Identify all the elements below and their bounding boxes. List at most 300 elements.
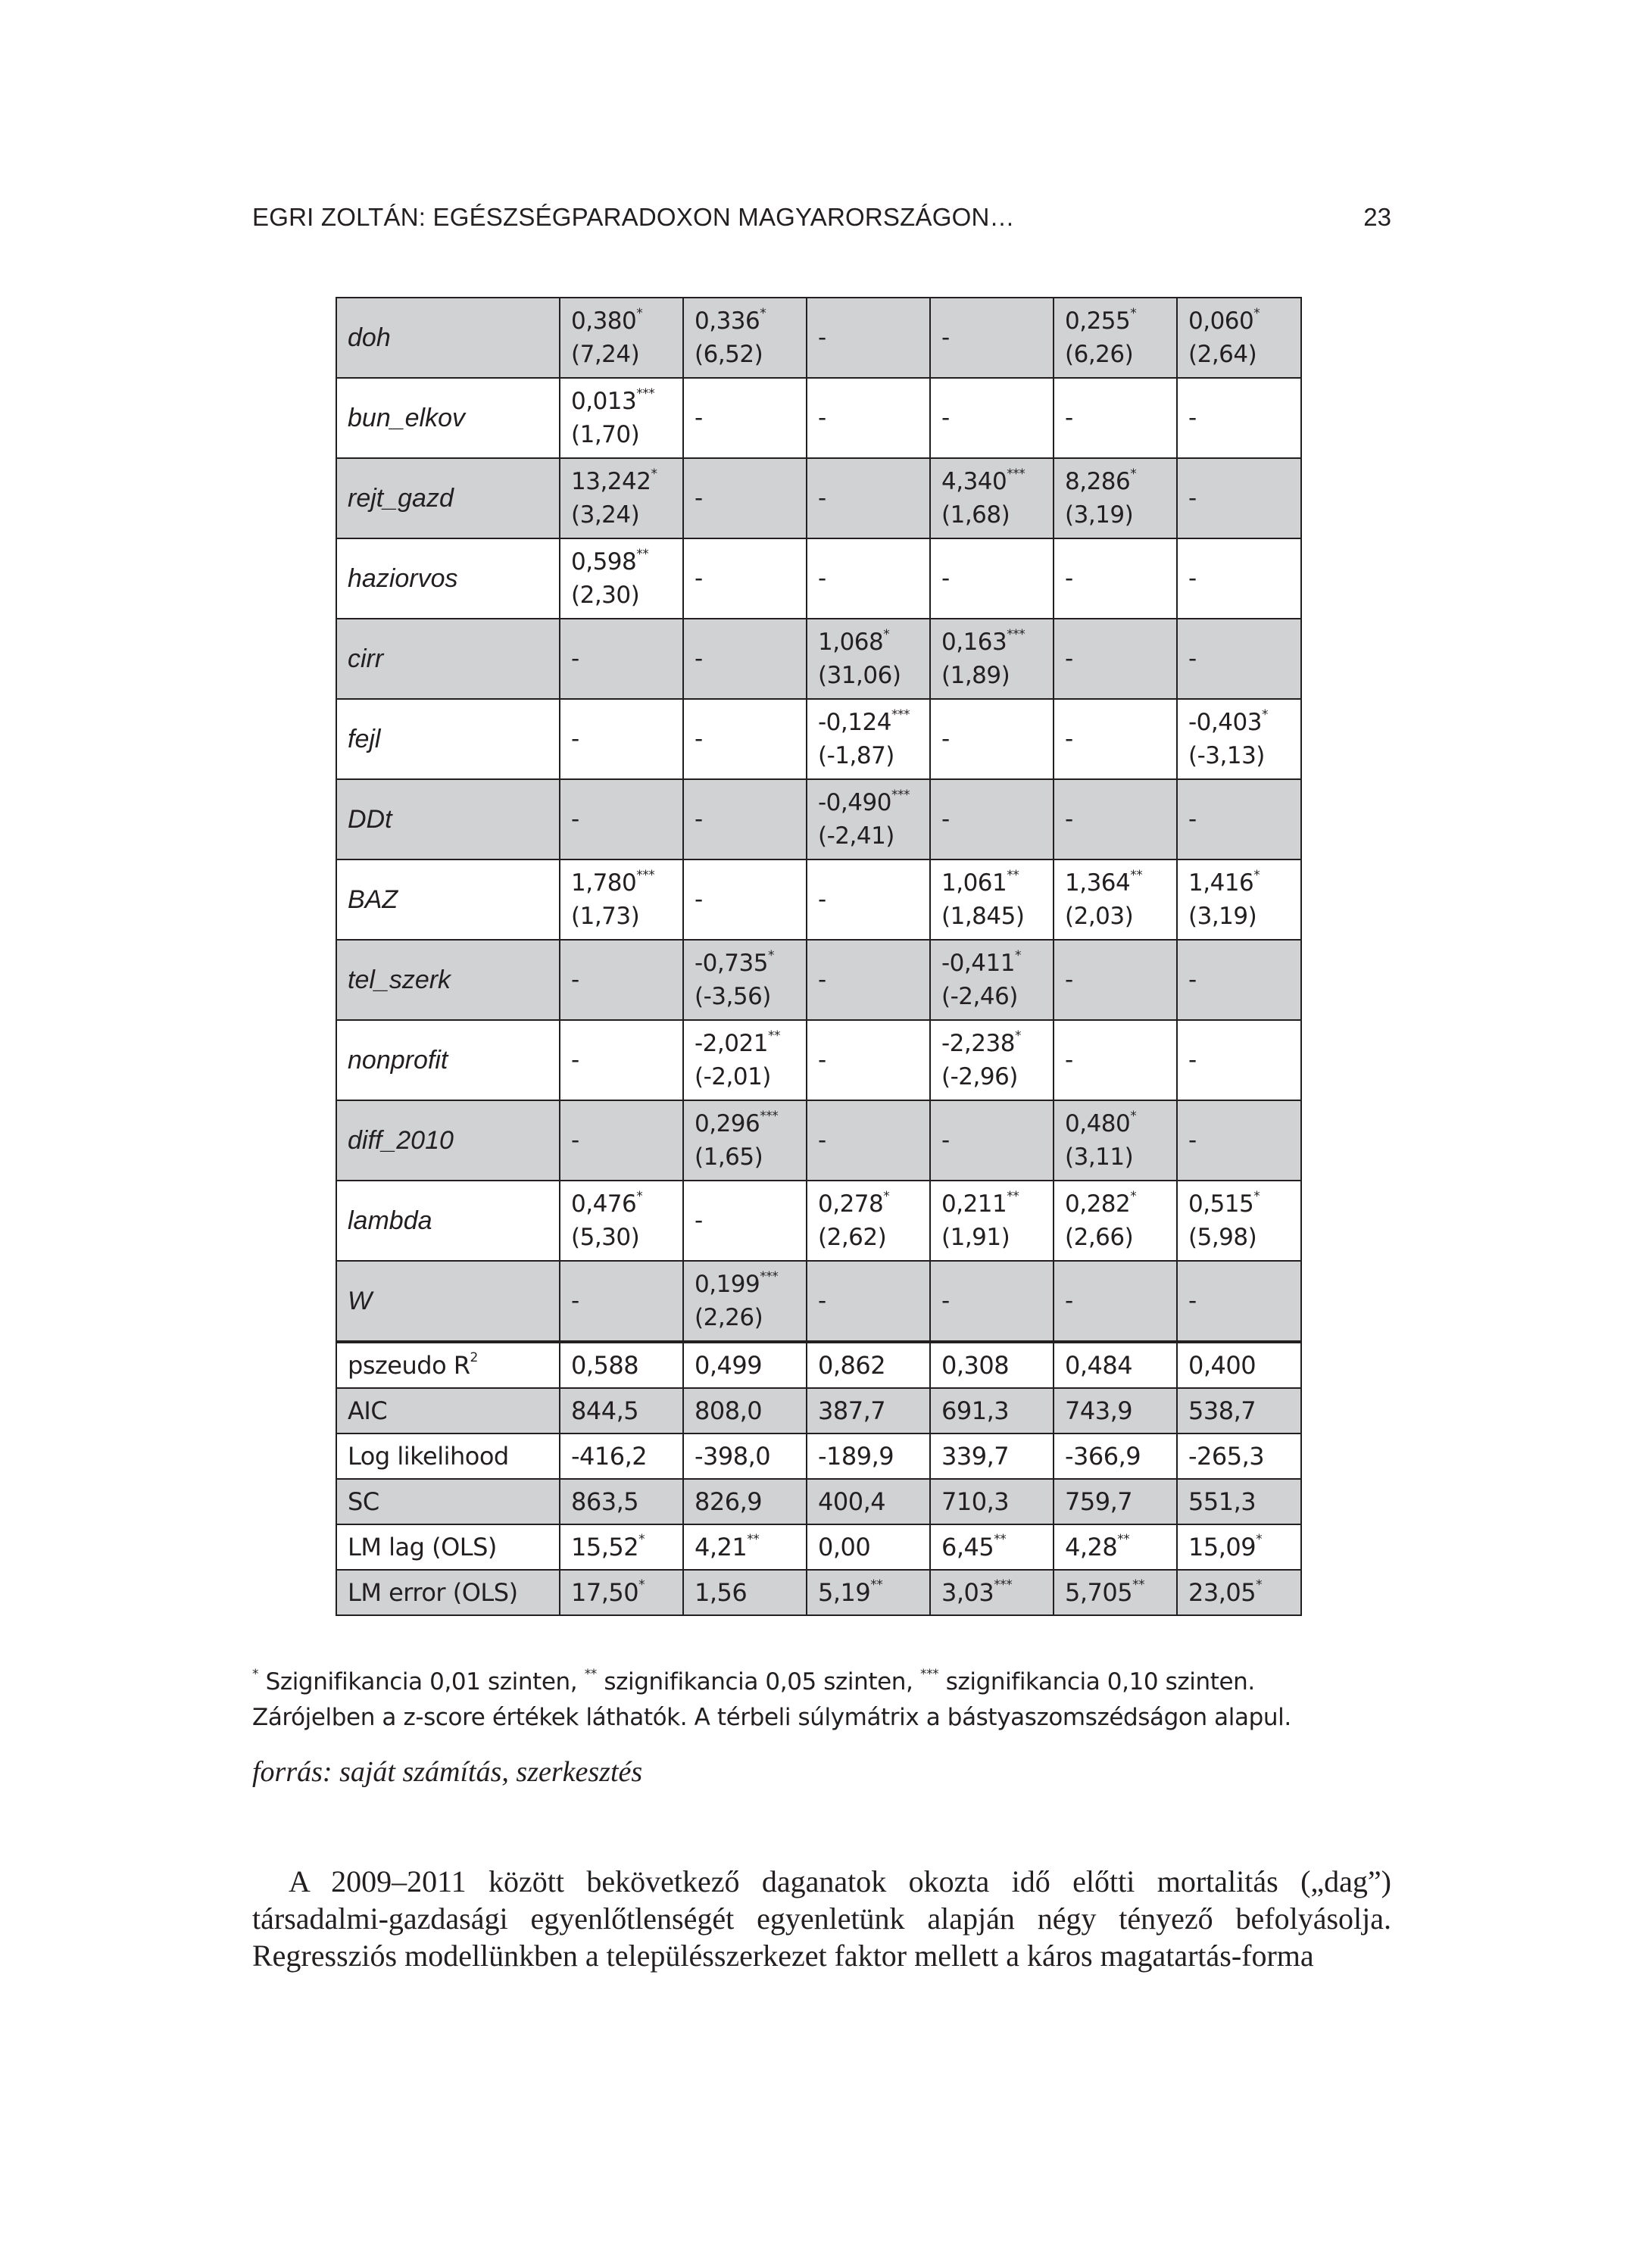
coef-number: 0,278 (818, 1190, 884, 1218)
significance-marker: ** (870, 1577, 883, 1593)
coefficient-cell (807, 1020, 930, 1100)
statistic-value: -416,2 (571, 1442, 648, 1471)
coef-number: 0,199 (695, 1271, 760, 1298)
statistic-cell (807, 1479, 930, 1524)
coefficient-cell (560, 699, 683, 779)
statistic-cell (807, 1524, 930, 1570)
coef-number: - (1065, 1047, 1073, 1074)
coef-number: 1,061 (941, 869, 1007, 897)
coef-number: - (818, 404, 826, 432)
statistic-cell (807, 1433, 930, 1479)
coefficient-value (571, 304, 682, 338)
coefficient-value (1188, 1044, 1300, 1077)
significance-marker: * (1130, 466, 1137, 482)
source-line: forrás: saját számítás, szerkesztés (252, 1756, 643, 1788)
statistic-label-text: AIC (348, 1396, 388, 1425)
coef-number: 8,286 (1065, 468, 1131, 495)
z-score-value: (2,64) (1188, 341, 1257, 368)
statistic-label-text: pszeudo R (348, 1351, 470, 1380)
coef-number: 0,163 (941, 629, 1007, 656)
coefficient-value (695, 947, 806, 980)
statistic-label (336, 1433, 560, 1479)
z-score-value: (1,89) (941, 662, 1010, 689)
statistic-value: 0,308 (941, 1351, 1010, 1380)
statistic-cell (930, 1479, 1054, 1524)
coefficient-cell (683, 1261, 807, 1342)
coef-number: - (818, 485, 826, 512)
z-score-value: (-1,87) (818, 742, 894, 769)
significance-marker: *** (891, 787, 910, 803)
coefficient-cell (683, 458, 807, 538)
z-score-value: (3,19) (1188, 903, 1257, 930)
statistic-value: 844,5 (571, 1396, 639, 1425)
significance-note (252, 1664, 1388, 1700)
statistic-cell (560, 1479, 683, 1524)
coef-number: - (1188, 404, 1197, 432)
coef-number: - (695, 404, 703, 432)
coef-number: 0,255 (1065, 307, 1131, 335)
z-score-value: (1,70) (571, 421, 640, 448)
significance-marker: ** (747, 1532, 760, 1548)
coefficient-cell (807, 699, 930, 779)
statistic-value: 0,499 (695, 1351, 763, 1380)
statistic-cell (1177, 1342, 1301, 1388)
coefficient-cell (930, 779, 1054, 859)
coef-number: - (1065, 565, 1073, 592)
coef-number: 0,060 (1188, 307, 1254, 335)
coefficient-value (1065, 465, 1176, 498)
z-score-value: (2,62) (818, 1224, 887, 1251)
coef-number: -2,238 (941, 1030, 1015, 1057)
z-score-value: (1,68) (941, 501, 1010, 529)
coef-number: -0,490 (818, 789, 891, 816)
coef-number: 0,380 (571, 307, 637, 335)
statistic-cell (1054, 1524, 1177, 1570)
coefficient-cell (807, 1181, 930, 1261)
statistic-cell (683, 1342, 807, 1388)
statistic-label-text: Log likelihood (348, 1442, 509, 1471)
table-notes (252, 1664, 1388, 1736)
table-row (336, 1020, 1301, 1100)
coefficient-value (941, 1187, 1053, 1221)
statistic-value: 710,3 (941, 1487, 1010, 1516)
variable-name: diff_2010 (336, 1100, 560, 1181)
coefficient-value (818, 883, 929, 916)
coefficient-value (1188, 482, 1300, 515)
coef-number: 0,282 (1065, 1190, 1131, 1218)
z-score-value: (1,845) (941, 903, 1025, 930)
coef-number: - (571, 1127, 579, 1154)
statistic-cell (1054, 1433, 1177, 1479)
z-score-value: (3,19) (1065, 501, 1134, 529)
body-paragraph (252, 1863, 1391, 1974)
coefficient-cell (807, 1261, 930, 1342)
z-score-value: (6,26) (1065, 341, 1134, 368)
coefficient-value (571, 866, 682, 900)
statistic-cell (1177, 1433, 1301, 1479)
table-row (336, 1433, 1301, 1479)
z-score-value: (6,52) (695, 341, 763, 368)
coef-number: 1,780 (571, 869, 637, 897)
statistic-value: 743,9 (1065, 1396, 1133, 1425)
significance-marker: *** (1007, 466, 1025, 482)
coef-number: - (571, 966, 579, 994)
note-marker: ** (584, 1666, 597, 1682)
significance-marker: * (767, 947, 774, 963)
z-score-value: (-3,56) (695, 983, 771, 1010)
coefficient-value (818, 625, 929, 659)
significance-marker: * (1256, 1577, 1263, 1593)
coefficient-value (695, 1107, 806, 1140)
coefficient-cell (1054, 458, 1177, 538)
statistic-label (336, 1570, 560, 1615)
coefficient-value (695, 642, 806, 675)
coefficient-value (1188, 706, 1300, 739)
significance-marker: * (1014, 1028, 1021, 1044)
coefficient-cell (930, 1261, 1054, 1342)
significance-marker: ** (1132, 1577, 1145, 1593)
coefficient-cell (930, 458, 1054, 538)
coefficient-value (1065, 1284, 1176, 1318)
coefficient-value (571, 803, 682, 836)
significance-marker: * (1256, 1532, 1263, 1548)
significance-marker: * (1130, 1188, 1137, 1204)
variable-name: W (336, 1261, 560, 1342)
coef-number: - (818, 324, 826, 351)
z-score-value: (-2,01) (695, 1063, 771, 1090)
coef-number: - (818, 1127, 826, 1154)
coef-number: - (695, 806, 703, 833)
coefficient-cell (807, 940, 930, 1020)
coef-number: 0,296 (695, 1110, 760, 1137)
statistic-label (336, 1479, 560, 1524)
coefficient-value (941, 1124, 1053, 1157)
statistic-cell (560, 1342, 683, 1388)
coef-number: - (941, 404, 950, 432)
coefficient-value (1188, 304, 1300, 338)
coef-number: - (1065, 645, 1073, 672)
coefficient-cell (560, 298, 683, 378)
table-row (336, 1479, 1301, 1524)
coef-number: - (571, 645, 579, 672)
coefficient-value (1188, 642, 1300, 675)
statistic-value: 759,7 (1065, 1487, 1133, 1516)
significance-marker: *** (636, 385, 655, 401)
coefficient-cell (1054, 699, 1177, 779)
coefficient-cell (1177, 538, 1301, 619)
coef-number: - (1065, 404, 1073, 432)
coef-number: - (941, 1127, 950, 1154)
coefficient-cell (1177, 779, 1301, 859)
coefficient-cell (1054, 619, 1177, 699)
statistic-value: 3,03 (941, 1578, 994, 1607)
statistic-value: 15,09 (1188, 1533, 1256, 1561)
coefficient-cell (683, 298, 807, 378)
significance-marker: *** (1007, 626, 1025, 642)
z-score-value: (-2,41) (818, 822, 894, 850)
coef-number: - (1065, 1287, 1073, 1315)
z-score-value: (7,24) (571, 341, 640, 368)
significance-marker: * (638, 1577, 645, 1593)
coefficient-cell (930, 378, 1054, 458)
coefficient-value (695, 562, 806, 595)
statistic-value: 691,3 (941, 1396, 1010, 1425)
coefficient-value (818, 1044, 929, 1077)
significance-marker: ** (636, 546, 649, 562)
statistic-value: -398,0 (695, 1442, 771, 1471)
coefficient-value (1065, 401, 1176, 435)
coef-number: - (941, 565, 950, 592)
coefficient-cell (560, 1100, 683, 1181)
coefficient-cell (1177, 1020, 1301, 1100)
table-row (336, 859, 1301, 940)
statistic-cell (683, 1388, 807, 1433)
coef-number: - (695, 485, 703, 512)
coef-number: - (1065, 725, 1073, 753)
coefficient-cell (807, 619, 930, 699)
coefficient-cell (930, 538, 1054, 619)
significance-marker: ** (994, 1532, 1007, 1548)
statistic-label-text: LM lag (OLS) (348, 1533, 497, 1561)
coef-number: - (571, 806, 579, 833)
statistic-value: 0,400 (1188, 1351, 1256, 1380)
running-title: EGRI ZOLTÁN: EGÉSZSÉGPARADOXON MAGYARORSZÁGON… (252, 203, 1015, 231)
coefficient-value (818, 321, 929, 354)
coef-number: - (695, 565, 703, 592)
coefficient-value (695, 722, 806, 756)
coefficient-value (1065, 304, 1176, 338)
coefficient-value (1065, 963, 1176, 997)
statistic-value: 0,862 (818, 1351, 886, 1380)
significance-marker: * (883, 626, 890, 642)
statistic-value: 0,484 (1065, 1351, 1133, 1380)
table-row (336, 940, 1301, 1020)
statistic-cell (560, 1570, 683, 1615)
coefficient-value (571, 385, 682, 418)
coef-number: - (695, 645, 703, 672)
note-text: szignifikancia 0,10 szinten. (938, 1668, 1255, 1696)
significance-marker: * (1253, 305, 1260, 321)
statistic-cell (807, 1388, 930, 1433)
statistic-value: 4,21 (695, 1533, 748, 1561)
coefficient-value (941, 1284, 1053, 1318)
z-score-value: (1,91) (941, 1224, 1010, 1251)
coefficient-cell (1177, 1181, 1301, 1261)
coefficient-value (1065, 1187, 1176, 1221)
statistic-value: 4,28 (1065, 1533, 1118, 1561)
z-score-value: (1,65) (695, 1143, 763, 1171)
significance-marker: *** (994, 1577, 1013, 1593)
coefficient-value (1065, 1107, 1176, 1140)
coefficient-cell (1054, 1181, 1177, 1261)
statistic-cell (1054, 1388, 1177, 1433)
statistic-cell (930, 1433, 1054, 1479)
statistic-label (336, 1342, 560, 1388)
coef-number: - (1188, 966, 1197, 994)
coefficient-value (941, 866, 1053, 900)
z-score-value: (5,30) (571, 1224, 640, 1251)
coefficient-value (1188, 1124, 1300, 1157)
coef-number: 0,515 (1188, 1190, 1254, 1218)
label-superscript: 2 (470, 1350, 478, 1366)
coefficient-cell (807, 779, 930, 859)
statistic-value: 6,45 (941, 1533, 994, 1561)
statistic-cell (683, 1433, 807, 1479)
coef-number: - (1188, 565, 1197, 592)
coef-number: -0,124 (818, 709, 891, 736)
z-score-value: (2,26) (695, 1304, 763, 1331)
table-row (336, 1342, 1301, 1388)
coef-number: - (1188, 1287, 1197, 1315)
significance-marker: * (1130, 305, 1137, 321)
body-paragraph-text: A 2009–2011 között bekövetkező daganatok okozta idő előtti mortalitás („dag”) társadalmi-gazdasági egyenlőtlenségét egyenletünk alapján négy tényező befolyásolja. Regressziós modellünkben a településszerkezet faktor mellett a káros magatartás-forma (252, 1864, 1391, 1973)
coef-number: - (818, 1047, 826, 1074)
coefficient-value (941, 1027, 1053, 1060)
coefficient-cell (560, 859, 683, 940)
coefficient-cell (807, 298, 930, 378)
statistic-cell (1177, 1388, 1301, 1433)
coef-number: - (818, 886, 826, 913)
coefficient-cell (930, 1020, 1054, 1100)
table-row (336, 1261, 1301, 1342)
coef-number: - (1065, 966, 1073, 994)
statistic-value: 863,5 (571, 1487, 639, 1516)
table-row (336, 1181, 1301, 1261)
statistic-cell (683, 1570, 807, 1615)
coefficient-cell (560, 458, 683, 538)
coefficient-cell (683, 1020, 807, 1100)
coefficient-cell (807, 458, 930, 538)
coefficient-cell (560, 378, 683, 458)
coefficient-value (571, 465, 682, 498)
significance-marker: ** (1007, 1188, 1019, 1204)
coefficient-cell (683, 1100, 807, 1181)
significance-marker: *** (891, 707, 910, 722)
significance-marker: * (760, 305, 766, 321)
significance-marker: ** (1117, 1532, 1130, 1548)
coefficient-value (941, 947, 1053, 980)
statistic-cell (930, 1570, 1054, 1615)
coef-number: - (571, 1287, 579, 1315)
z-score-value: (2,30) (571, 582, 640, 609)
significance-marker: * (1014, 947, 1021, 963)
coefficient-cell (560, 940, 683, 1020)
coef-number: 0,476 (571, 1190, 637, 1218)
coef-number: 0,598 (571, 548, 637, 576)
coef-number: - (818, 1287, 826, 1315)
z-score-value: (-2,46) (941, 983, 1018, 1010)
coefficient-cell (683, 940, 807, 1020)
coef-number: - (818, 966, 826, 994)
variable-name: rejt_gazd (336, 458, 560, 538)
statistic-cell (1054, 1570, 1177, 1615)
coefficient-value (571, 1044, 682, 1077)
coefficient-value (818, 1187, 929, 1221)
coefficient-cell (1177, 699, 1301, 779)
coef-number: - (1188, 485, 1197, 512)
coef-number: 0,336 (695, 307, 760, 335)
significance-marker: * (651, 466, 657, 482)
statistic-cell (930, 1342, 1054, 1388)
table-row (336, 538, 1301, 619)
coefficient-value (1188, 562, 1300, 595)
coefficient-value (1188, 1284, 1300, 1318)
coefficient-value (1188, 963, 1300, 997)
coef-number: - (1188, 1127, 1197, 1154)
statistic-label (336, 1524, 560, 1570)
coefficient-cell (1054, 1020, 1177, 1100)
coefficient-value (695, 883, 806, 916)
coefficient-value (941, 562, 1053, 595)
note-marker: *** (919, 1666, 939, 1682)
coefficient-value (1065, 722, 1176, 756)
coefficient-cell (1177, 298, 1301, 378)
statistic-label-text: LM error (OLS) (348, 1578, 518, 1607)
statistic-value: 5,19 (818, 1578, 871, 1607)
z-score-value: (2,66) (1065, 1224, 1134, 1251)
coefficient-cell (930, 940, 1054, 1020)
coef-number: - (941, 1287, 950, 1315)
significance-marker: * (1253, 1188, 1260, 1204)
coef-number: 0,480 (1065, 1110, 1131, 1137)
coefficient-value (1065, 642, 1176, 675)
coefficient-cell (930, 1100, 1054, 1181)
coef-number: 4,340 (941, 468, 1007, 495)
variable-name: haziorvos (336, 538, 560, 619)
coefficient-cell (1054, 859, 1177, 940)
variable-name: DDt (336, 779, 560, 859)
coef-number: -0,735 (695, 950, 768, 977)
coef-number: -0,403 (1188, 709, 1262, 736)
z-score-value: (5,98) (1188, 1224, 1257, 1251)
statistic-label-text: SC (348, 1487, 379, 1516)
coef-number: - (941, 806, 950, 833)
variable-name: bun_elkov (336, 378, 560, 458)
regression-results-table (336, 297, 1302, 1616)
coefficient-value (1065, 866, 1176, 900)
coefficient-cell (1177, 940, 1301, 1020)
coefficient-value (1065, 1044, 1176, 1077)
significance-marker: *** (760, 1268, 779, 1284)
coefficient-cell (1177, 458, 1301, 538)
coef-number: - (571, 725, 579, 753)
coefficient-cell (560, 619, 683, 699)
coefficient-value (1188, 1187, 1300, 1221)
statistic-value: 15,52 (571, 1533, 639, 1561)
table-row (336, 378, 1301, 458)
table-row (336, 1388, 1301, 1433)
statistic-value: 0,588 (571, 1351, 639, 1380)
coefficient-value (818, 1284, 929, 1318)
coef-number: - (1065, 806, 1073, 833)
coefficient-cell (1177, 619, 1301, 699)
coef-number: 1,364 (1065, 869, 1131, 897)
coef-number: - (818, 565, 826, 592)
statistic-cell (1177, 1479, 1301, 1524)
coefficient-cell (683, 699, 807, 779)
table-row (336, 619, 1301, 699)
coefficient-value (941, 722, 1053, 756)
coefficient-value (571, 545, 682, 579)
coefficient-cell (807, 859, 930, 940)
coefficient-cell (1054, 298, 1177, 378)
coef-number: - (1188, 806, 1197, 833)
running-header (252, 203, 1391, 236)
coefficient-cell (807, 1100, 930, 1181)
coefficient-value (941, 321, 1053, 354)
z-score-value: (3,24) (571, 501, 640, 529)
significance-marker: * (1130, 1108, 1137, 1124)
